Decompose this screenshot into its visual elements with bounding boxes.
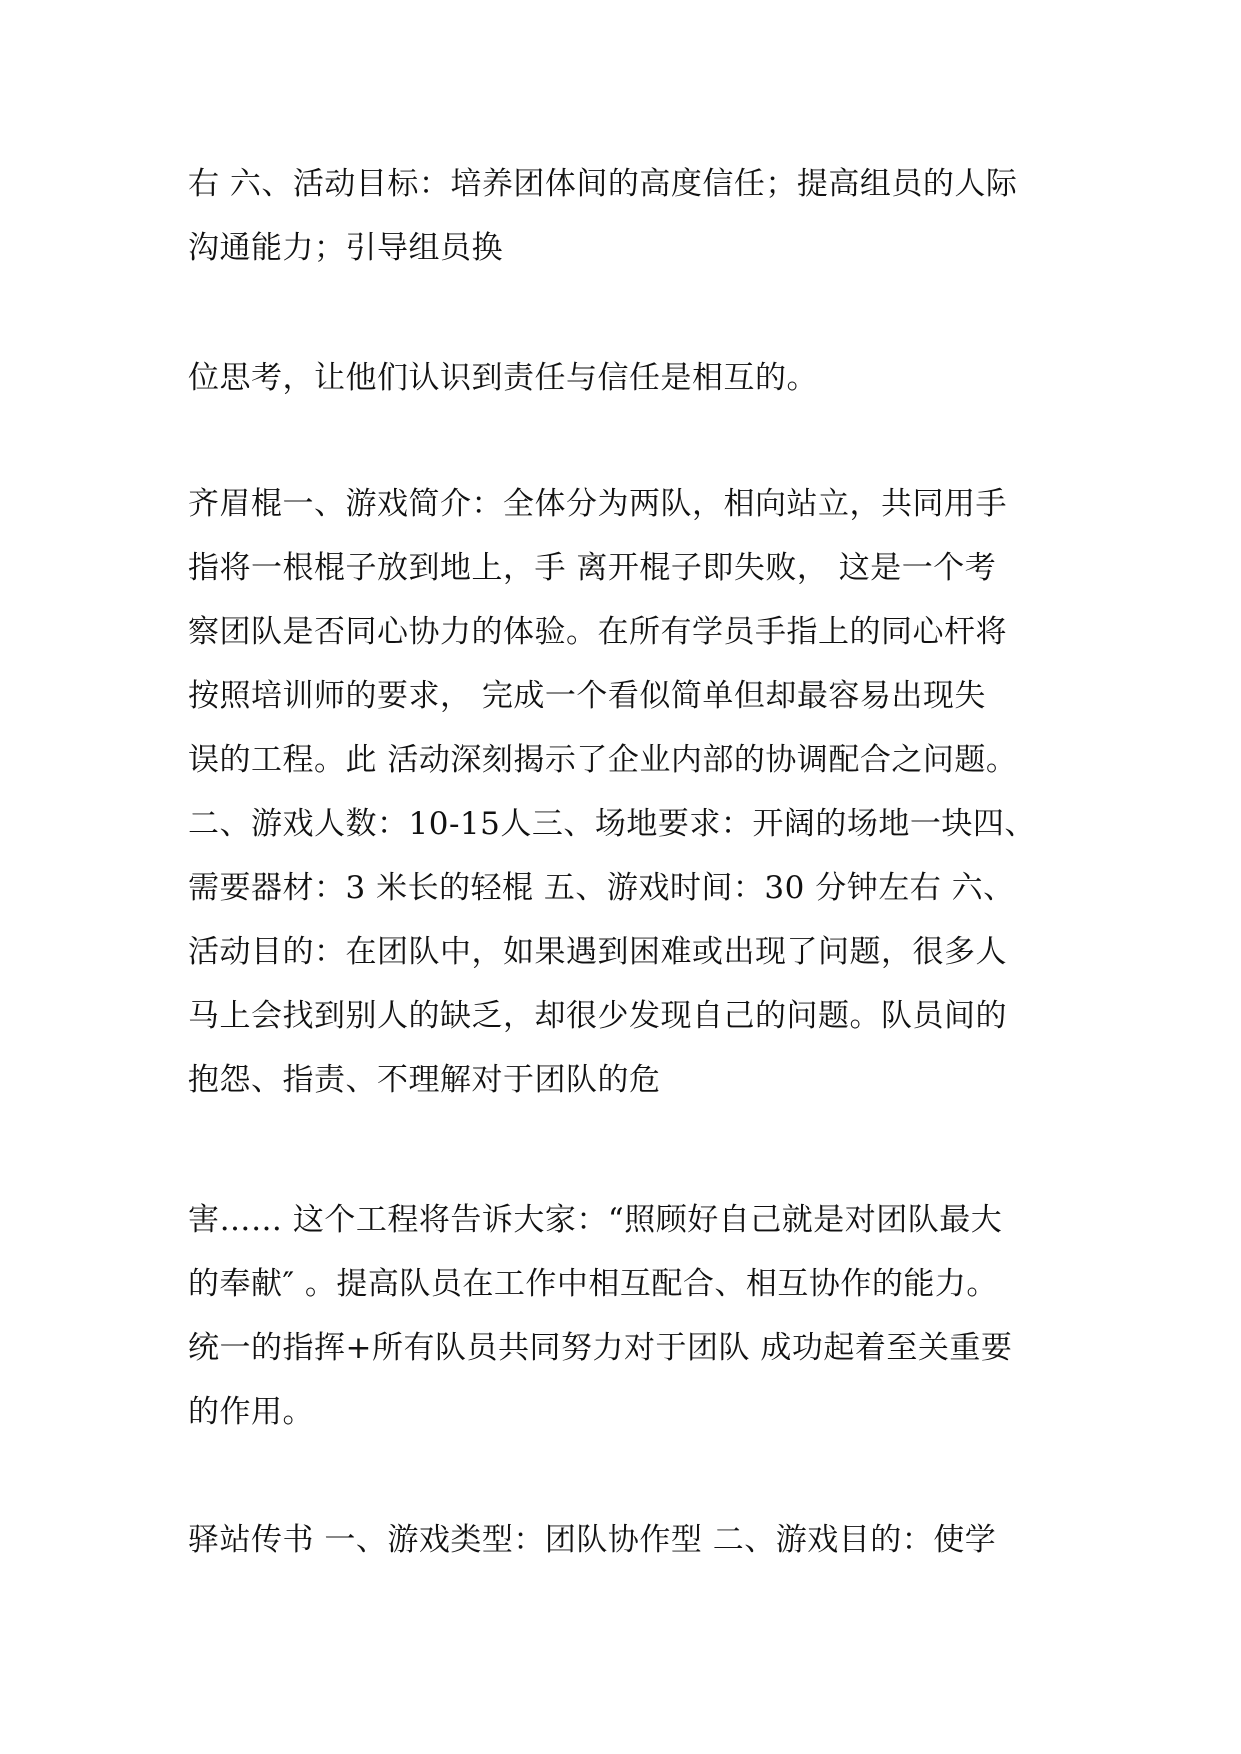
text-line: 位思考，让他们认识到责任与信任是相互的。 (188, 360, 818, 396)
text-line: 沟通能力；引导组员换 (188, 230, 503, 266)
paragraph-activity-goal (188, 152, 1068, 280)
text-line: 马上会找到别人的缺乏，却很少发现自己的问题。队员间的 (188, 998, 1007, 1034)
text-line: 统一的指挥+所有队员共同努力对于团队 成功起着至关重要 (188, 1330, 1013, 1366)
text-line: 需要器材：3 米长的轻棍 五、游戏时间：30 分钟左右 六、 (188, 870, 1015, 906)
text-line: 活动目的：在团队中，如果遇到困难或出现了问题，很多人 (188, 934, 1007, 970)
paragraph-qimeigun-game (188, 472, 1068, 1112)
text-line: 的奉献″ 。提高队员在工作中相互配合、相互协作的能力。 (188, 1266, 998, 1302)
text-line: 察团队是否同心协力的体验。在所有学员手指上的同心杆将 (188, 614, 1007, 650)
text-line: 按照培训师的要求， 完成一个看似简单但却最容易出现失 (188, 678, 986, 714)
text-line: 右 六、活动目标：培养团体间的高度信任；提高组员的人际 (188, 166, 1018, 202)
text-line: 二、游戏人数：10-15人三、场地要求：开阔的场地一块四、 (188, 806, 1036, 842)
text-line: 抱怨、指责、不理解对于团队的危 (188, 1062, 661, 1098)
text-line: 害…… 这个工程将告诉大家：“照顾好自己就是对团队最大 (188, 1202, 1003, 1238)
text-line: 指将一根棍子放到地上，手 离开棍子即失败， 这是一个考 (188, 550, 997, 586)
paragraph-relay-message-game (188, 1508, 1068, 1572)
text-line: 驿站传书 一、游戏类型：团队协作型 二、游戏目的：使学 (188, 1522, 997, 1558)
paragraph-project-meaning (188, 1188, 1068, 1444)
text-line: 误的工程。此 活动深刻揭示了企业内部的协调配合之问题。 (188, 742, 1018, 778)
text-line: 的作用。 (188, 1394, 314, 1430)
text-line: 齐眉棍一、游戏简介：全体分为两队，相向站立，共同用手 (188, 486, 1007, 522)
paragraph-empathy (188, 346, 1068, 410)
